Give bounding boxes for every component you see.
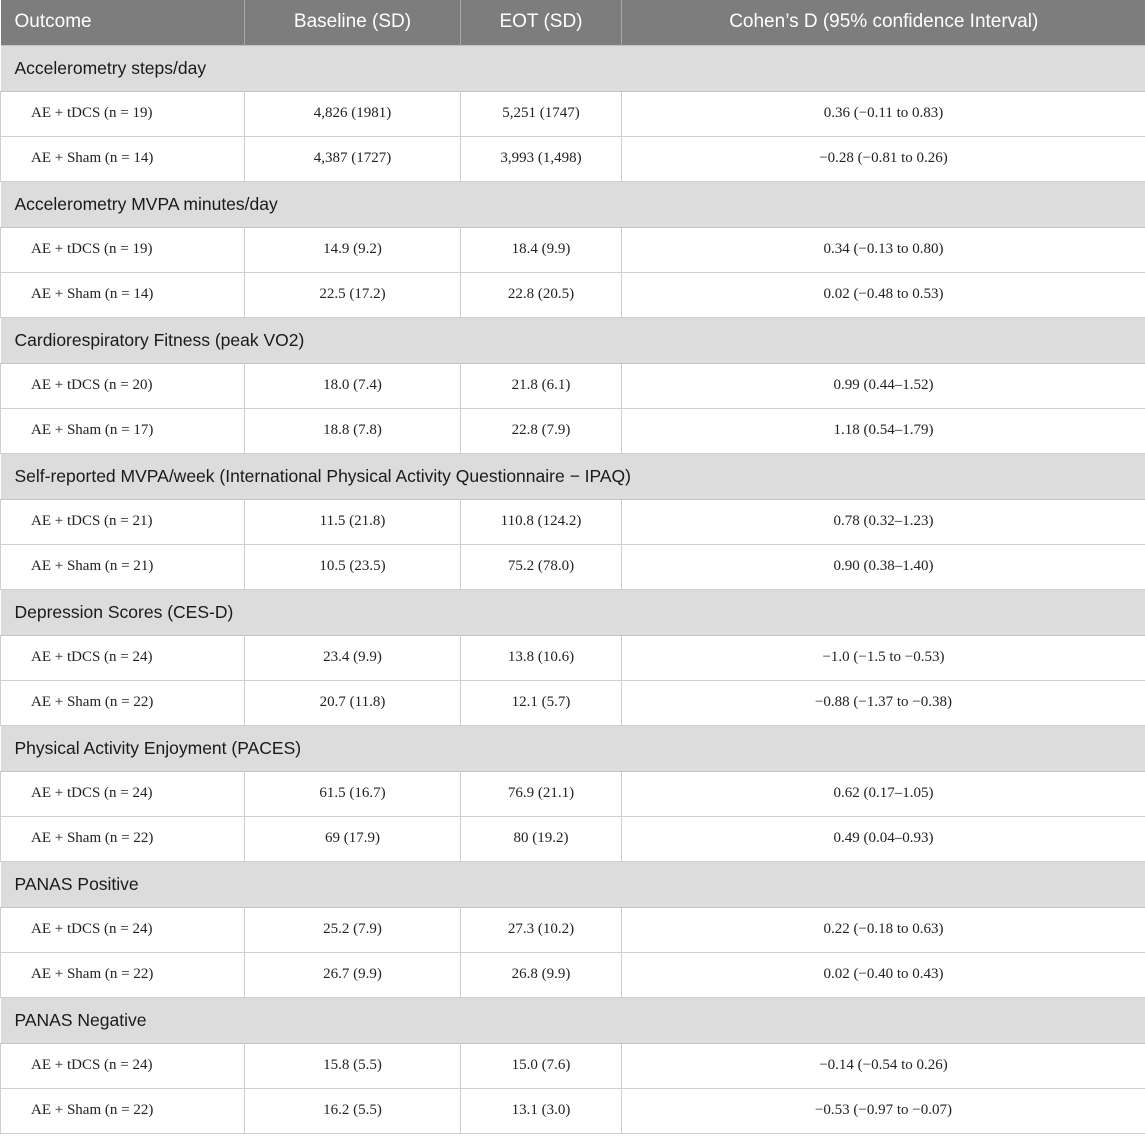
- baseline-cell: 20.7 (11.8): [245, 680, 461, 725]
- cohens-d-cell: 0.02 (−0.48 to 0.53): [622, 272, 1145, 317]
- cohens-d-cell: 0.36 (−0.11 to 0.83): [622, 91, 1145, 136]
- cohens-d-cell: 1.18 (0.54–1.79): [622, 408, 1145, 453]
- table-row: [1, 272, 1145, 317]
- section-row: [1, 725, 1145, 771]
- baseline-cell: 23.4 (9.9): [245, 635, 461, 680]
- eot-cell: 13.8 (10.6): [461, 635, 622, 680]
- table-row: [1, 635, 1145, 680]
- group-cell: AE + tDCS (n = 19): [1, 91, 245, 136]
- baseline-cell: 69 (17.9): [245, 816, 461, 861]
- group-cell: AE + Sham (n = 22): [1, 952, 245, 997]
- group-cell: AE + tDCS (n = 19): [1, 227, 245, 272]
- baseline-cell: 4,387 (1727): [245, 136, 461, 181]
- table-row: [1, 816, 1145, 861]
- section-row: [1, 181, 1145, 227]
- table-row: [1, 408, 1145, 453]
- group-cell: AE + Sham (n = 22): [1, 680, 245, 725]
- table-row: [1, 1088, 1145, 1133]
- table-row: [1, 136, 1145, 181]
- baseline-cell: 61.5 (16.7): [245, 771, 461, 816]
- section-title: Accelerometry MVPA minutes/day: [1, 181, 1145, 227]
- baseline-cell: 10.5 (23.5): [245, 544, 461, 589]
- group-cell: AE + tDCS (n = 24): [1, 1043, 245, 1088]
- table-row: [1, 91, 1145, 136]
- cohens-d-cell: 0.62 (0.17–1.05): [622, 771, 1145, 816]
- cohens-d-cell: 0.02 (−0.40 to 0.43): [622, 952, 1145, 997]
- eot-cell: 22.8 (7.9): [461, 408, 622, 453]
- section-title: Cardiorespiratory Fitness (peak VO2): [1, 317, 1145, 363]
- baseline-cell: 4,826 (1981): [245, 91, 461, 136]
- group-cell: AE + tDCS (n = 24): [1, 635, 245, 680]
- table-row: [1, 499, 1145, 544]
- section-row: [1, 317, 1145, 363]
- baseline-cell: 16.2 (5.5): [245, 1088, 461, 1133]
- baseline-cell: 18.0 (7.4): [245, 363, 461, 408]
- table-row: [1, 907, 1145, 952]
- eot-cell: 75.2 (78.0): [461, 544, 622, 589]
- eot-cell: 26.8 (9.9): [461, 952, 622, 997]
- baseline-cell: 22.5 (17.2): [245, 272, 461, 317]
- eot-cell: 27.3 (10.2): [461, 907, 622, 952]
- table-row: [1, 227, 1145, 272]
- section-title: PANAS Positive: [1, 861, 1145, 907]
- baseline-cell: 14.9 (9.2): [245, 227, 461, 272]
- baseline-cell: 26.7 (9.9): [245, 952, 461, 997]
- group-cell: AE + Sham (n = 22): [1, 816, 245, 861]
- table-row: [1, 952, 1145, 997]
- cohens-d-cell: −0.53 (−0.97 to −0.07): [622, 1088, 1145, 1133]
- eot-cell: 110.8 (124.2): [461, 499, 622, 544]
- group-cell: AE + Sham (n = 22): [1, 1088, 245, 1133]
- section-title: PANAS Negative: [1, 997, 1145, 1043]
- baseline-cell: 18.8 (7.8): [245, 408, 461, 453]
- group-cell: AE + Sham (n = 14): [1, 272, 245, 317]
- header-cohens-d: Cohen’s D (95% confidence Interval): [622, 0, 1145, 45]
- eot-cell: 3,993 (1,498): [461, 136, 622, 181]
- section-row: [1, 453, 1145, 499]
- section-row: [1, 589, 1145, 635]
- cohens-d-cell: 0.78 (0.32–1.23): [622, 499, 1145, 544]
- cohens-d-cell: −1.0 (−1.5 to −0.53): [622, 635, 1145, 680]
- table-body: [1, 45, 1145, 1133]
- eot-cell: 13.1 (3.0): [461, 1088, 622, 1133]
- group-cell: AE + Sham (n = 14): [1, 136, 245, 181]
- section-row: [1, 45, 1145, 91]
- section-row: [1, 997, 1145, 1043]
- eot-cell: 12.1 (5.7): [461, 680, 622, 725]
- group-cell: AE + tDCS (n = 24): [1, 771, 245, 816]
- eot-cell: 80 (19.2): [461, 816, 622, 861]
- eot-cell: 18.4 (9.9): [461, 227, 622, 272]
- cohens-d-cell: −0.14 (−0.54 to 0.26): [622, 1043, 1145, 1088]
- table-row: [1, 363, 1145, 408]
- eot-cell: 5,251 (1747): [461, 91, 622, 136]
- header-eot: EOT (SD): [461, 0, 622, 45]
- cohens-d-cell: −0.28 (−0.81 to 0.26): [622, 136, 1145, 181]
- cohens-d-cell: 0.22 (−0.18 to 0.63): [622, 907, 1145, 952]
- group-cell: AE + tDCS (n = 24): [1, 907, 245, 952]
- section-title: Depression Scores (CES-D): [1, 589, 1145, 635]
- eot-cell: 15.0 (7.6): [461, 1043, 622, 1088]
- table-row: [1, 1043, 1145, 1088]
- section-title: Accelerometry steps/day: [1, 45, 1145, 91]
- table-header: [1, 0, 1145, 45]
- cohens-d-cell: −0.88 (−1.37 to −0.38): [622, 680, 1145, 725]
- header-baseline: Baseline (SD): [245, 0, 461, 45]
- cohens-d-cell: 0.49 (0.04–0.93): [622, 816, 1145, 861]
- baseline-cell: 11.5 (21.8): [245, 499, 461, 544]
- group-cell: AE + tDCS (n = 20): [1, 363, 245, 408]
- eot-cell: 21.8 (6.1): [461, 363, 622, 408]
- table-row: [1, 544, 1145, 589]
- eot-cell: 22.8 (20.5): [461, 272, 622, 317]
- group-cell: AE + Sham (n = 21): [1, 544, 245, 589]
- section-title: Physical Activity Enjoyment (PACES): [1, 725, 1145, 771]
- header-row: [1, 0, 1145, 45]
- baseline-cell: 25.2 (7.9): [245, 907, 461, 952]
- section-title: Self-reported MVPA/week (International Physical Activity Questionnaire − IPAQ): [1, 453, 1145, 499]
- group-cell: AE + Sham (n = 17): [1, 408, 245, 453]
- table-row: [1, 771, 1145, 816]
- cohens-d-cell: 0.99 (0.44–1.52): [622, 363, 1145, 408]
- eot-cell: 76.9 (21.1): [461, 771, 622, 816]
- section-row: [1, 861, 1145, 907]
- cohens-d-cell: 0.90 (0.38–1.40): [622, 544, 1145, 589]
- cohens-d-cell: 0.34 (−0.13 to 0.80): [622, 227, 1145, 272]
- group-cell: AE + tDCS (n = 21): [1, 499, 245, 544]
- header-outcome: Outcome: [1, 0, 245, 45]
- table-row: [1, 680, 1145, 725]
- baseline-cell: 15.8 (5.5): [245, 1043, 461, 1088]
